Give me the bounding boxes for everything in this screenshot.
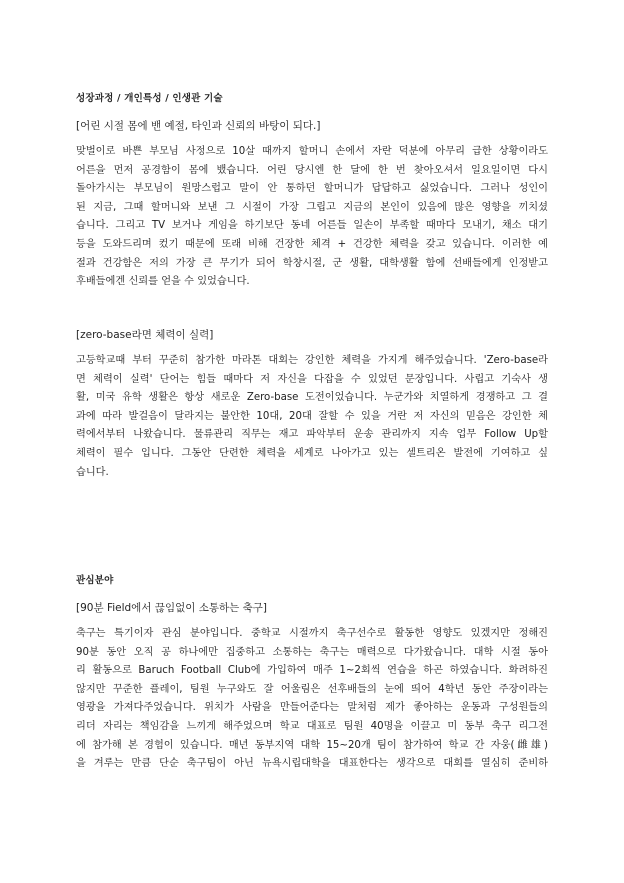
text-line: 영광을 가져다주었습니다. 위치가 사람을 만들어준다는 말처럼 제가 좋아하는 운동과 구성원들의 <box>76 702 548 714</box>
text-line: 90분 동안 오직 공 하나에만 집중하고 소통하는 축구는 매력으로 다가왔습니다. 대학 시절 동아 <box>76 646 548 658</box>
text-line: 리더 자리는 책임감을 느끼게 해주었으며 학교 대표로 팀원 40명을 이끌고 미 동부 축구 리그전 <box>76 720 548 732</box>
text-line: 리 활동으로 Baruch Football Club에 가입하여 매주 1~2회씩 연습을 하곤 하였습니다. 화려하진 <box>76 665 548 677</box>
text-line: 면 체력이 실력' 단어는 힘들 때마다 저 자신을 다잡을 수 있었던 문장입니다. 사립고 기숙사 생 <box>76 373 548 385</box>
text-line: 맞벌이로 바쁜 부모님 사정으로 10살 때까지 할머니 손에서 자란 덕분에 아무리 급한 상황이라도 <box>76 146 548 157</box>
text-line: 축구는 특기이자 관심 분야입니다. 중학교 시절까지 축구선수로 활동한 영향도 있겠지만 정해진 <box>76 628 548 639</box>
section-heading-interests: 관심분야 <box>76 575 114 586</box>
subheading-etiquette: [어린 시절 몸에 밴 예절, 타인과 신뢰의 바탕이 되다.] <box>76 120 321 132</box>
text-line: 활, 미국 유학 생활은 항상 새로운 Zero-base 도전이었습니다. 누군가와 치열하게 경쟁하고 그 결 <box>76 392 548 404</box>
subheading-football: [90분 Field에서 끊임없이 소통하는 축구] <box>76 602 267 614</box>
text-line: 과에 따라 발걸음이 달라지는 불안한 10대, 20대 잘할 수 있을 거란 저 자신의 믿음은 강인한 체 <box>76 410 548 422</box>
text-line: 을 겨루는 만큼 단순 축구팀이 아닌 뉴욕시립대학을 대표한다는 생각으로 대회를 열심히 준비하 <box>76 758 548 770</box>
paragraph-football <box>76 625 548 774</box>
text-line: 력에서부터 나왔습니다. 물류관리 직무는 재고 파악부터 운송 관리까지 지속 업무 Follow Up할 <box>76 429 548 441</box>
text-line: 않지만 꾸준한 플레이, 팀원 누구와도 잘 어울림은 선후배들의 눈에 띄어 4학년 동안 주장이라는 <box>76 683 548 695</box>
text-line: 에 참가해 본 경험이 있습니다. 매년 동부지역 대학 15~20개 팀이 참가하여 학교 간 자웅(雌雄) <box>76 739 548 751</box>
text-line: 돌아가시는 부모님이 원망스럽고 말이 안 통하던 할머니가 답답하고 싫었습니다. 그러나 성인이 <box>76 183 548 195</box>
text-line: 습니다. <box>76 466 109 478</box>
text-line: 후배들에겐 신뢰를 얻을 수 있었습니다. <box>76 276 250 288</box>
section-heading-growth: 성장과정 / 개인특성 / 인생관 기술 <box>76 93 223 104</box>
text-line: 절과 건강함은 저의 가장 큰 무기가 되어 학창시절, 군 생활, 대학생활 함에 선배들에게 인정받고 <box>76 257 548 269</box>
text-line: 등을 도와드리며 컸기 때문에 또래 비해 건장한 체격 + 건강한 체력을 갖고 있습니다. 이러한 예 <box>76 238 548 250</box>
text-line: 습니다. 그리고 TV 보거나 게임을 하기보단 동네 어른들 일손이 부족할 때마다 모내기, 채소 대기 <box>76 220 548 232</box>
text-line: 된 지금, 그때 할머니와 보낸 그 시절이 가장 그립고 지금의 본인이 있음에 많은 영향을 끼치셨 <box>76 201 548 213</box>
text-line: 어른을 먼저 공경함이 몸에 뱄습니다. 어린 당시엔 한 달에 한 번 찾아오셔서 일요일이면 다시 <box>76 164 548 176</box>
text-line: 체력이 필수 입니다. 그동안 단련한 체력을 세계로 나아가고 있는 셀트리온 발전에 기여하고 싶 <box>76 447 548 459</box>
subheading-zero-base: [zero-base라면 체력이 실력] <box>76 329 214 341</box>
paragraph-etiquette <box>76 143 548 292</box>
text-line: 고등학교때 부터 꾸준히 참가한 마라톤 대회는 강인한 체력을 가지게 해주었습니다. 'Zero-base라 <box>76 355 548 366</box>
paragraph-zero-base <box>76 352 548 482</box>
